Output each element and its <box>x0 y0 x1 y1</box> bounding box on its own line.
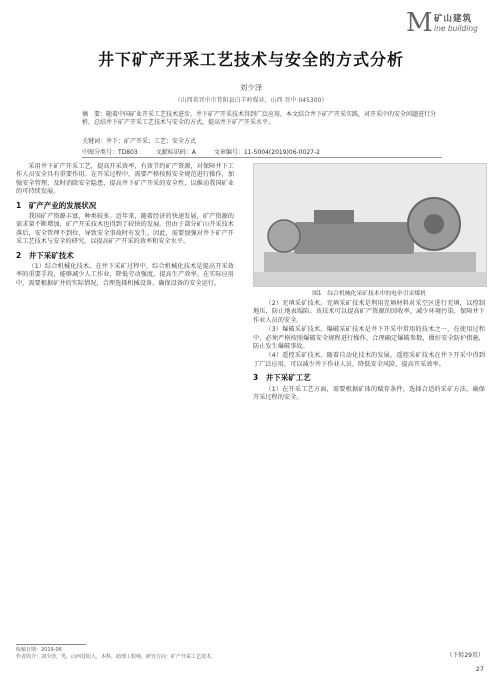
left-column <box>16 163 234 289</box>
footnote: 收稿日期：2019-06 作者简介：刘少泽，男，山西昔阳人，本科，助理工程师，研究方向：矿产开采工艺技术。 <box>16 647 217 660</box>
journal-logo <box>406 6 488 38</box>
figure-1 <box>253 163 487 287</box>
footnote-divider <box>16 644 86 645</box>
author: 刘少泽 <box>239 83 263 92</box>
intro-paragraph: 采用井下矿产开采工艺，提高开采效率，有效节约矿产资源，对保障井下工作人员安全具有重要作用。在开采过程中，需要严格按照安全规范进行操作，加强安全管理，及时消除安全隐患，提高井下矿产开采的安全性，以推动我国矿业的可持续发展。 <box>16 163 234 196</box>
logo-english: ine building <box>434 24 478 33</box>
right-column <box>253 300 485 403</box>
continued-note: （下转29页） <box>446 652 484 659</box>
section-2-title: 2 井下采矿技术 <box>16 250 74 260</box>
right-paragraph-2: （3）爆破采矿技术。爆破采矿技术是井下开采中常用的技术之一，在使用过程中，必须严格按照爆破安全规程进行操作，合理确定爆破参数，做好安全防护措施，防止发生爆破事故。 <box>253 326 485 351</box>
logo-letter: M <box>406 8 433 38</box>
abstract: 摘 要：随着中国矿业开采工艺技术进步，井下矿产开采技术得到广泛应用，本文结合井下矿产开采实践，对开采中的安全问题进行分析，总结井下矿产开采工艺技术与安全的方式，提高井下矿产开采水平。 <box>82 111 437 127</box>
section-3-text: （1）在开采工艺方面，需要根据矿体的赋存条件，选择合适的采矿方法，确保开采过程的安全。 <box>253 385 485 402</box>
affiliation: （山西省晋中市昔阳县白羊岭煤业，山西 晋中 045300） <box>174 97 328 104</box>
section-1-title: 1 矿产产业的发展状况 <box>16 200 97 210</box>
section-3-title: 3 井下采矿工艺 <box>253 373 311 383</box>
section-1-text: 我国矿产资源丰富，种类较多。近年来，随着经济的快速发展，矿产资源的需求量不断增加，矿产开采技术也得到了较快的发展。但由于部分矿山开采技术落后，安全管理不到位，导致安全事故时有发生。因此，需要加强对井下矿产开采工艺技术与安全的研究，以提高矿产开采的效率和安全水平。 <box>16 213 234 246</box>
page-number: 27 <box>475 665 484 673</box>
keywords: 关键词：井下；矿产开采；工艺；安全方式 <box>82 138 197 145</box>
article-number: 文章编号：11-5004(2019)06-0027-2 <box>213 149 320 156</box>
section-2-text: （1）综合机械化技术。在井下采矿过程中，综合机械化技术是提高开采效率的重要手段，能够减少人工作业，降低劳动强度，提高生产效率。在实际应用中，需要根据矿井的实际情况，合理选择机械设备，确保设备的安全运行。 <box>16 263 234 287</box>
figure-caption: 图1 综合机械化采矿技术中的电牵引采煤机 <box>312 291 426 297</box>
right-paragraph-3: （4）遥控采矿技术。随着自动化技术的发展，遥控采矿技术在井下开采中得到了广泛应用，可以减少井下作业人员，降低安全风险，提高开采效率。 <box>253 352 485 368</box>
right-paragraph-1: （2）充填采矿技术。充填采矿技术是利用充填材料对采空区进行充填，以控制地压，防止地表塌陷。该技术可以提高矿产资源的回收率，减少环境污染，保障井下作业人员的安全。 <box>253 300 485 324</box>
shearer-illustration <box>254 164 486 286</box>
logo-chinese: 矿山建筑 <box>434 14 473 24</box>
document-code: 文献标识码：A <box>155 149 196 156</box>
paper-title: 井下矿产开采工艺技术与安全的方式分析 <box>97 50 404 69</box>
header-divider <box>82 157 442 158</box>
classification-row <box>82 147 442 156</box>
clc-number: 中图分类号：TD803 <box>82 149 138 156</box>
